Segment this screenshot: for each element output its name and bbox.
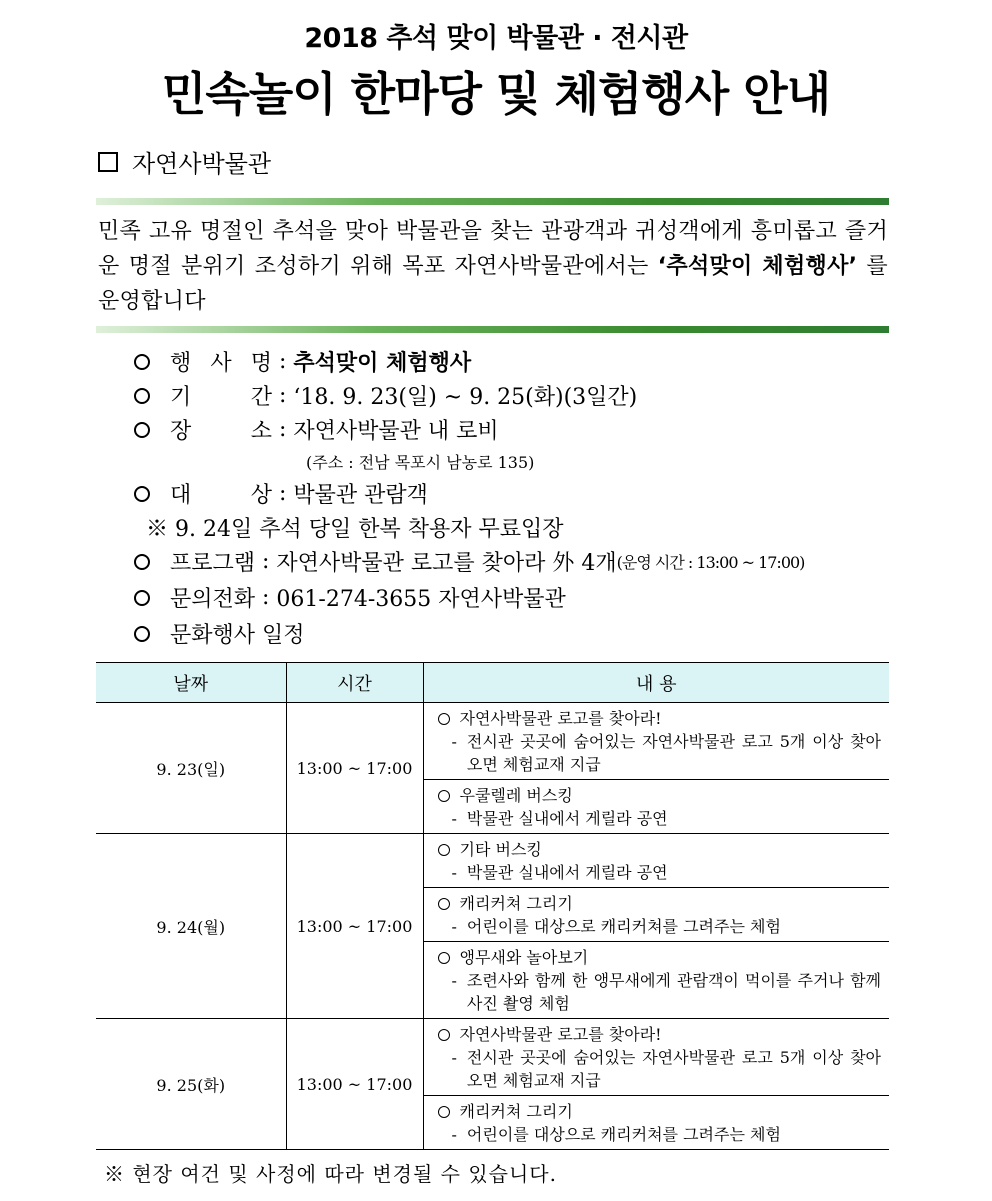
circle-bullet-icon <box>134 626 150 642</box>
document-title: 민속놀이 한마당 및 체험행사 안내 <box>161 67 831 121</box>
info-label: 문의전화 <box>170 587 256 612</box>
intro-paragraph <box>98 214 888 319</box>
document-subtitle: 2018 추석 맞이 박물관 · 전시관 <box>304 23 688 54</box>
colon: : <box>272 383 294 408</box>
info-label: 행 사 명 <box>170 351 272 376</box>
dash-bullet: - <box>451 1048 457 1067</box>
circle-bullet-icon <box>438 952 450 964</box>
dash-bullet: - <box>451 1125 457 1144</box>
time-cell: 13:00 ~ 17:00 <box>286 1019 423 1150</box>
date-cell: 9. 23(일) <box>96 703 286 834</box>
activity-title: 앵무새와 놀아보기 <box>459 948 589 967</box>
info-label: 프로그램 <box>170 551 256 576</box>
footnote: ※ 현장 여건 및 사정에 따라 변경될 수 있습니다. <box>104 1162 557 1186</box>
activity-title: 캐리커쳐 그리기 <box>459 1102 573 1121</box>
info-value: 추석맞이 체험행사 <box>293 350 472 376</box>
circle-bullet-icon <box>134 388 150 404</box>
info-schedule <box>134 618 305 649</box>
activity-desc: 어린이를 대상으로 캐리커쳐를 그려주는 체험 <box>466 1125 781 1144</box>
content-cell <box>423 703 889 834</box>
activity-desc: 어린이를 대상으로 캐리커쳐를 그려주는 체험 <box>466 917 781 936</box>
circle-bullet-icon <box>134 554 150 570</box>
activity-desc: 조련사와 함께 한 앵무새에게 관람객이 먹이를 주거나 함께 사진 촬영 체험 <box>466 971 881 1013</box>
colon: : <box>272 349 294 374</box>
info-value: 박물관 관람객 <box>293 483 428 508</box>
activity-title: 자연사박물관 로고를 찾아라! <box>459 709 662 728</box>
info-label: 장 소 <box>170 419 272 444</box>
info-note: ※ 9. 24일 추석 당일 한복 착용자 무료입장 <box>146 517 564 542</box>
intro-highlight: ‘추석맞이 체험행사’ <box>657 254 858 279</box>
activity-item <box>424 779 890 833</box>
circle-bullet-icon <box>438 844 450 856</box>
colon: : <box>255 549 277 574</box>
colon: : <box>255 585 277 610</box>
intro-text-end: 를 운영합니다 <box>98 254 888 314</box>
activity-desc: 박물관 실내에서 게릴라 공연 <box>466 809 668 828</box>
green-divider-bottom <box>96 326 889 333</box>
activity-item <box>424 1019 890 1095</box>
checkbox-square-icon <box>98 152 118 172</box>
activity-item <box>424 1095 890 1149</box>
info-label: 대 상 <box>170 483 272 508</box>
info-label: 문화행사 일정 <box>170 623 305 648</box>
info-value: 061-274-3655 자연사박물관 <box>276 587 566 612</box>
info-contact <box>134 582 566 613</box>
content-cell <box>423 834 889 1019</box>
colon: : <box>272 481 294 506</box>
activity-desc: 전시관 곳곳에 숨어있는 자연사박물관 로고 5개 이상 찾아오면 체험교재 지급 <box>466 1048 881 1090</box>
program-hours: (운영 시간 : 13:00 ~ 17:00) <box>616 553 805 572</box>
info-program <box>134 546 804 577</box>
green-divider-top <box>96 198 889 205</box>
colon: : <box>272 417 294 442</box>
circle-bullet-icon <box>438 1029 450 1041</box>
table-row <box>96 703 889 834</box>
activity-desc: 전시관 곳곳에 숨어있는 자연사박물관 로고 5개 이상 찾아오면 체험교재 지급 <box>466 732 881 774</box>
dash-bullet: - <box>451 809 457 828</box>
circle-bullet-icon <box>134 590 150 606</box>
header-date: 날짜 <box>96 663 286 703</box>
intro-text: 민족 고유 명절인 추석을 맞아 박물관을 찾는 관광객과 귀성객에게 흥미롭고 즐거운 명절 분위기 조성하기 위해 목포 자연사박물관에서는 <box>98 219 888 279</box>
activity-title: 우쿨렐레 버스킹 <box>459 786 573 805</box>
activity-item <box>424 941 890 1018</box>
activity-item <box>424 703 890 779</box>
activity-desc: 박물관 실내에서 게릴라 공연 <box>466 863 668 882</box>
circle-bullet-icon <box>438 713 450 725</box>
info-value: ‘18. 9. 23(일) ~ 9. 25(화)(3일간) <box>293 385 638 410</box>
activity-title: 캐리커쳐 그리기 <box>459 894 573 913</box>
info-target <box>134 478 428 509</box>
info-value: 자연사박물관 내 로비 <box>293 419 499 444</box>
circle-bullet-icon <box>134 422 150 438</box>
circle-bullet-icon <box>438 898 450 910</box>
section-heading <box>98 144 271 179</box>
dash-bullet: - <box>451 917 457 936</box>
info-period <box>134 380 637 411</box>
info-value: 자연사박물관 로고를 찾아라 外 4개 <box>276 551 617 576</box>
activity-title: 자연사박물관 로고를 찾아라! <box>459 1025 662 1044</box>
activity-item <box>424 887 890 941</box>
table-header-row <box>96 663 889 703</box>
info-event-name <box>134 346 471 377</box>
dash-bullet: - <box>451 863 457 882</box>
header-time: 시간 <box>286 663 423 703</box>
circle-bullet-icon <box>438 1106 450 1118</box>
table-row <box>96 1019 889 1150</box>
time-cell: 13:00 ~ 17:00 <box>286 834 423 1019</box>
date-cell: 9. 25(화) <box>96 1019 286 1150</box>
circle-bullet-icon <box>438 790 450 802</box>
date-cell: 9. 24(월) <box>96 834 286 1019</box>
content-cell <box>423 1019 889 1150</box>
info-label: 기 간 <box>170 385 272 410</box>
header-content: 내 용 <box>423 663 889 703</box>
dash-bullet: - <box>451 971 457 990</box>
schedule-table <box>96 662 889 1150</box>
activity-item <box>424 834 890 887</box>
dash-bullet: - <box>451 732 457 751</box>
activity-title: 기타 버스킹 <box>459 840 542 859</box>
circle-bullet-icon <box>134 354 150 370</box>
info-address: (주소 : 전남 목포시 남농로 135) <box>306 453 535 472</box>
info-place <box>134 414 499 445</box>
table-row <box>96 834 889 1019</box>
circle-bullet-icon <box>134 486 150 502</box>
time-cell: 13:00 ~ 17:00 <box>286 703 423 834</box>
section-title: 자연사박물관 <box>132 150 272 178</box>
